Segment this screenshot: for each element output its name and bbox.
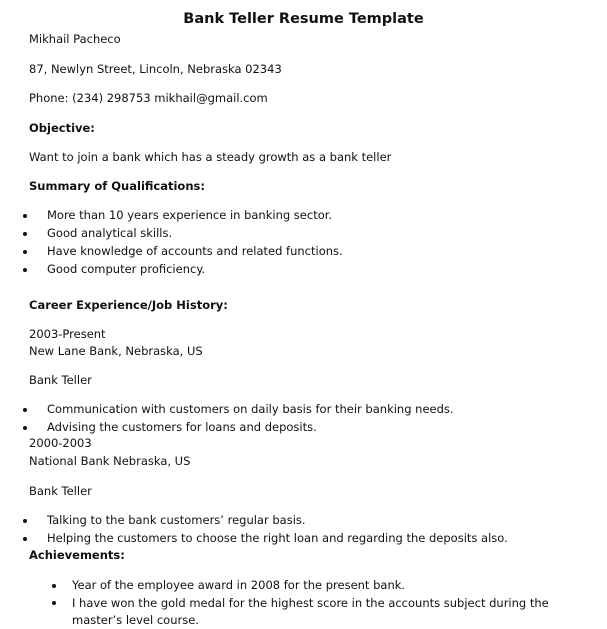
objective-text: Want to join a bank which has a steady growth as a bank teller xyxy=(29,150,392,164)
bullet-icon xyxy=(52,601,56,605)
list-item: Year of the employee award in 2008 for the present bank. xyxy=(72,578,406,592)
list-item: Talking to the bank customers’ regular basis. xyxy=(47,513,306,527)
bullet-icon xyxy=(23,268,27,272)
summary-heading: Summary of Qualifications: xyxy=(29,179,205,193)
list-item: Communication with customers on daily basis for their banking needs. xyxy=(47,402,454,416)
bullet-icon xyxy=(23,426,27,430)
candidate-name: Mikhail Pacheco xyxy=(29,32,121,46)
bullet-icon xyxy=(23,214,27,218)
job-role: Bank Teller xyxy=(29,484,92,498)
achievements-heading: Achievements: xyxy=(29,548,125,562)
list-item: Advising the customers for loans and deposits. xyxy=(47,420,317,434)
candidate-contact: Phone: (234) 298753 mikhail@gmail.com xyxy=(29,91,268,105)
bullet-icon xyxy=(23,537,27,541)
job-employer: National Bank Nebraska, US xyxy=(29,454,191,468)
list-item: More than 10 years experience in banking sector. xyxy=(47,208,333,222)
bullet-icon xyxy=(23,408,27,412)
job-role: Bank Teller xyxy=(29,373,92,387)
job-period: 2003-Present xyxy=(29,327,106,341)
bullet-icon xyxy=(52,584,56,588)
objective-heading: Objective: xyxy=(29,121,95,135)
list-item: I have won the gold medal for the highest score in the accounts subject during the master’s level course. xyxy=(72,596,549,627)
list-item: Helping the customers to choose the right loan and regarding the deposits also. xyxy=(47,531,508,545)
job-period: 2000-2003 xyxy=(29,436,92,450)
bullet-icon xyxy=(23,250,27,254)
bullet-icon xyxy=(23,232,27,236)
job-employer: New Lane Bank, Nebraska, US xyxy=(29,344,203,358)
document-title: Bank Teller Resume Template xyxy=(183,11,424,27)
list-item: Good computer proficiency. xyxy=(47,262,206,276)
candidate-address: 87, Newlyn Street, Lincoln, Nebraska 02343 xyxy=(29,62,282,76)
bullet-icon xyxy=(23,519,27,523)
career-heading: Career Experience/Job History: xyxy=(29,298,228,312)
list-item: Have knowledge of accounts and related functions. xyxy=(47,244,343,258)
list-item: Good analytical skills. xyxy=(47,226,173,240)
